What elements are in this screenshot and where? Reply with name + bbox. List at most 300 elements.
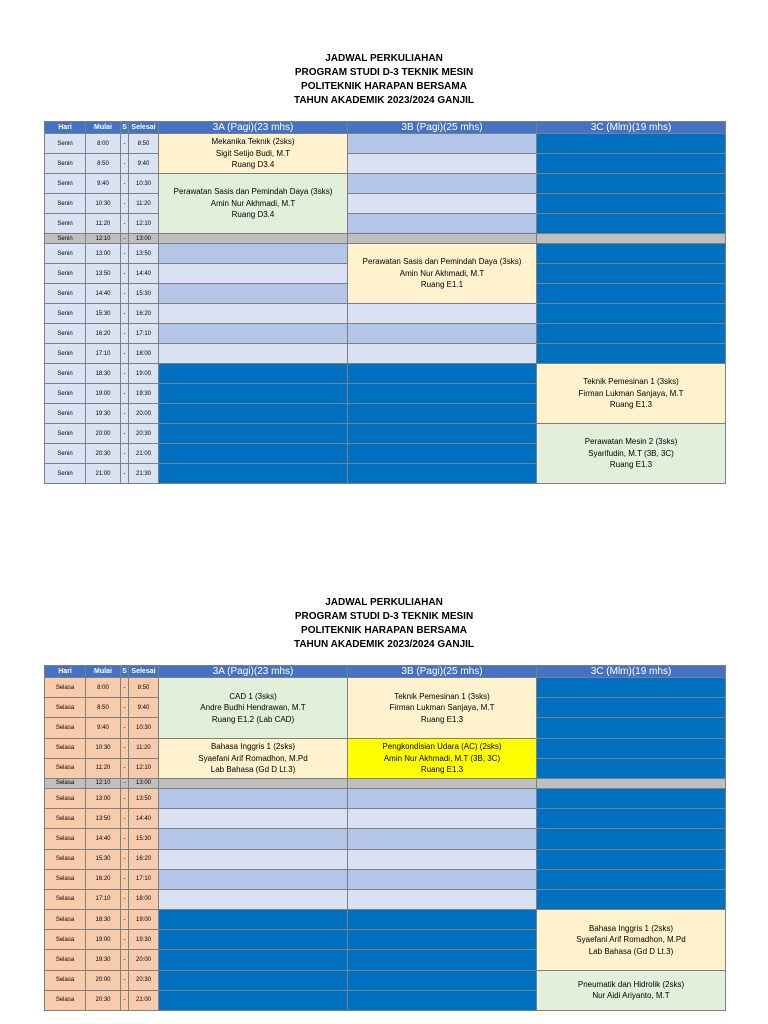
course-line: Firman Lukman Sanjaya, M.T xyxy=(578,388,684,398)
col-header-s: S xyxy=(121,666,129,678)
day-cell: Selasa xyxy=(45,809,86,829)
end-time: 20:30 xyxy=(129,970,159,990)
course-line: Syaefani Arif Romadhon, M.Pd xyxy=(198,753,308,763)
break-slot-3a xyxy=(159,778,348,788)
title-line: PROGRAM STUDI D-3 TEKNIK MESIN xyxy=(294,67,474,78)
empty-slot-3a xyxy=(159,869,348,889)
empty-slot-3a xyxy=(159,464,348,484)
title-line: TAHUN AKADEMIK 2023/2024 GANJIL xyxy=(293,639,475,650)
title-line: JADWAL PERKULIAHAN xyxy=(325,53,443,64)
time-row xyxy=(45,304,726,324)
end-time: 14:40 xyxy=(129,264,159,284)
empty-slot-3c xyxy=(537,889,726,909)
col-header-s: S xyxy=(121,122,129,134)
day-cell: Selasa xyxy=(45,718,86,738)
empty-slot-3a xyxy=(159,244,348,264)
end-time: 21:00 xyxy=(129,990,159,1010)
day-cell: Selasa xyxy=(45,758,86,778)
end-time: 15:30 xyxy=(129,829,159,849)
time-row xyxy=(45,849,726,869)
end-time: 20:30 xyxy=(129,424,159,444)
col-header-3a: 3A (Pagi)(23 mhs) xyxy=(159,122,348,134)
empty-slot-3a xyxy=(159,324,348,344)
day-cell: Selasa xyxy=(45,889,86,909)
end-time: 9:40 xyxy=(129,154,159,174)
empty-slot-3c xyxy=(537,194,726,214)
start-time: 11:20 xyxy=(86,214,121,234)
empty-slot-3a xyxy=(159,930,348,950)
empty-slot-3b xyxy=(348,950,537,970)
end-time: 14:40 xyxy=(129,809,159,829)
empty-slot-3b xyxy=(348,444,537,464)
separator: - xyxy=(121,304,129,324)
separator: - xyxy=(121,364,129,384)
time-row xyxy=(45,344,726,364)
end-time: 11:20 xyxy=(129,194,159,214)
empty-slot-3b xyxy=(348,154,537,174)
time-row xyxy=(45,738,726,758)
course-line: Syarifudin, M.T (3B, 3C) xyxy=(588,448,674,458)
title-line: POLITEKNIK HARAPAN BERSAMA xyxy=(301,625,467,636)
separator: - xyxy=(121,464,129,484)
empty-slot-3b xyxy=(348,990,537,1010)
course-line: Ruang E1.3 xyxy=(609,400,653,410)
header-row xyxy=(45,666,726,678)
course-line: Mekanika Teknik (2sks) xyxy=(211,137,295,147)
end-time: 11:20 xyxy=(129,738,159,758)
end-time: 17:10 xyxy=(129,324,159,344)
start-time: 18:30 xyxy=(86,910,121,930)
end-time: 9:40 xyxy=(129,698,159,718)
course-line: Nur Aidi Ariyanto, M.T xyxy=(592,991,670,1001)
empty-slot-3c xyxy=(537,698,726,718)
day-cell: Senin xyxy=(45,464,86,484)
day-cell: Senin xyxy=(45,404,86,424)
empty-slot-3a xyxy=(159,950,348,970)
time-row xyxy=(45,174,726,194)
course-line: Andre Budhi Hendrawan, M.T xyxy=(200,703,306,713)
time-row xyxy=(45,154,726,174)
start-time: 18:30 xyxy=(86,364,121,384)
col-header-3c: 3C (Mlm)(19 mhs) xyxy=(537,122,726,134)
separator: - xyxy=(121,194,129,214)
course-line: Amin Nur Akhmadi, M.T (3B, 3C) xyxy=(383,753,501,763)
empty-slot-3c xyxy=(537,849,726,869)
break-slot-3c xyxy=(537,234,726,244)
separator: - xyxy=(121,404,129,424)
empty-slot-3b xyxy=(348,134,537,154)
col-header-3b: 3B (Pagi)(25 mhs) xyxy=(348,122,537,134)
start-time: 9:40 xyxy=(86,718,121,738)
end-time: 19:30 xyxy=(129,930,159,950)
empty-slot-3a xyxy=(159,889,348,909)
separator: - xyxy=(121,444,129,464)
day-cell: Senin xyxy=(45,264,86,284)
start-time: 10:30 xyxy=(86,738,121,758)
empty-slot-3c xyxy=(537,134,726,154)
course-block-3b xyxy=(348,738,537,778)
end-time: 16:20 xyxy=(129,849,159,869)
time-row xyxy=(45,809,726,829)
break-slot-3c xyxy=(537,778,726,788)
empty-slot-3c xyxy=(537,344,726,364)
col-header-3b: 3B (Pagi)(25 mhs) xyxy=(348,666,537,678)
empty-slot-3b xyxy=(348,869,537,889)
start-time: 21:00 xyxy=(86,464,121,484)
time-row xyxy=(45,678,726,698)
empty-slot-3b xyxy=(348,304,537,324)
end-time: 18:00 xyxy=(129,889,159,909)
empty-slot-3b xyxy=(348,214,537,234)
day-cell: Selasa xyxy=(45,788,86,808)
day-cell: Senin xyxy=(45,384,86,404)
course-line: Ruang E1.1 xyxy=(420,280,464,290)
empty-slot-3b xyxy=(348,910,537,930)
separator: - xyxy=(121,284,129,304)
separator: - xyxy=(121,698,129,718)
empty-slot-3a xyxy=(159,304,348,324)
separator: - xyxy=(121,264,129,284)
empty-slot-3a xyxy=(159,364,348,384)
separator: - xyxy=(121,214,129,234)
end-time: 8:50 xyxy=(129,678,159,698)
course-block-3c xyxy=(537,970,726,1010)
end-time: 13:00 xyxy=(129,778,159,788)
separator: - xyxy=(121,134,129,154)
day-cell: Selasa xyxy=(45,990,86,1010)
day-cell: Senin xyxy=(45,134,86,154)
time-row xyxy=(45,788,726,808)
day-cell: Senin xyxy=(45,154,86,174)
day-cell: Selasa xyxy=(45,849,86,869)
start-time: 11:20 xyxy=(86,758,121,778)
separator: - xyxy=(121,869,129,889)
day-cell: Selasa xyxy=(45,930,86,950)
break-slot-3b xyxy=(348,778,537,788)
empty-slot-3c xyxy=(537,304,726,324)
empty-slot-3b xyxy=(348,324,537,344)
course-line: Bahasa Inggris 1 (2sks) xyxy=(210,742,296,751)
course-line: Pneumatik dan Hidrolik (2sks) xyxy=(577,979,685,989)
empty-slot-3b xyxy=(348,424,537,444)
start-time: 20:00 xyxy=(86,970,121,990)
course-line: Perawatan Mesin 2 (3sks) xyxy=(584,437,678,447)
empty-slot-3c xyxy=(537,244,726,264)
separator: - xyxy=(121,154,129,174)
start-time: 13:50 xyxy=(86,264,121,284)
time-row xyxy=(45,869,726,889)
empty-slot-3a xyxy=(159,264,348,284)
separator: - xyxy=(121,344,129,364)
start-time: 15:30 xyxy=(86,304,121,324)
day-cell: Senin xyxy=(45,364,86,384)
time-row xyxy=(45,424,726,444)
end-time: 13:50 xyxy=(129,788,159,808)
end-time: 19:00 xyxy=(129,910,159,930)
day-cell: Senin xyxy=(45,344,86,364)
course-line: Perawatan Sasis dan Pemindah Daya (3sks) xyxy=(362,257,522,267)
end-time: 16:20 xyxy=(129,304,159,324)
schedule-table-selasa xyxy=(44,665,726,1011)
end-time: 18:00 xyxy=(129,344,159,364)
end-time: 17:10 xyxy=(129,869,159,889)
start-time: 17:10 xyxy=(86,889,121,909)
title-line: TAHUN AKADEMIK 2023/2024 GANJIL xyxy=(293,95,475,106)
empty-slot-3b xyxy=(348,788,537,808)
empty-slot-3a xyxy=(159,910,348,930)
course-line: Syaefani Arif Romadhon, M.Pd xyxy=(576,935,686,945)
course-line: Teknik Pemesinan 1 (3sks) xyxy=(583,377,679,387)
course-block-3a xyxy=(159,174,348,234)
course-line: Ruang D3.4 xyxy=(231,210,275,220)
start-time: 20:00 xyxy=(86,424,121,444)
course-line: Perawatan Sasis dan Pemindah Daya (3sks) xyxy=(173,187,333,197)
col-header-mulai: Mulai xyxy=(86,122,121,134)
course-line: Ruang E1.2 (Lab CAD) xyxy=(211,714,295,724)
separator: - xyxy=(121,950,129,970)
day-cell: Selasa xyxy=(45,778,86,788)
start-time: 15:30 xyxy=(86,849,121,869)
col-header-hari: Hari xyxy=(45,122,86,134)
day-cell: Selasa xyxy=(45,970,86,990)
schedule-title-senin xyxy=(0,52,768,108)
empty-slot-3b xyxy=(348,464,537,484)
course-block-3a xyxy=(159,134,348,174)
separator: - xyxy=(121,174,129,194)
day-cell: Selasa xyxy=(45,950,86,970)
start-time: 16:20 xyxy=(86,324,121,344)
empty-slot-3b xyxy=(348,194,537,214)
day-cell: Selasa xyxy=(45,698,86,718)
empty-slot-3c xyxy=(537,174,726,194)
course-line: Ruang D3.4 xyxy=(231,160,275,170)
empty-slot-3c xyxy=(537,718,726,738)
empty-slot-3b xyxy=(348,174,537,194)
time-row xyxy=(45,829,726,849)
separator: - xyxy=(121,324,129,344)
day-cell: Senin xyxy=(45,234,86,244)
schedule-title-selasa xyxy=(0,596,768,652)
empty-slot-3b xyxy=(348,849,537,869)
empty-slot-3b xyxy=(348,384,537,404)
course-line: Lab Bahasa (Gd D Lt.3) xyxy=(588,946,674,956)
start-time: 14:40 xyxy=(86,829,121,849)
separator: - xyxy=(121,718,129,738)
course-block-3a xyxy=(159,678,348,739)
separator: - xyxy=(121,849,129,869)
empty-slot-3a xyxy=(159,404,348,424)
course-line: Firman Lukman Sanjaya, M.T xyxy=(389,703,495,713)
time-row xyxy=(45,910,726,930)
end-time: 19:30 xyxy=(129,384,159,404)
empty-slot-3a xyxy=(159,788,348,808)
start-time: 8:50 xyxy=(86,154,121,174)
empty-slot-3a xyxy=(159,829,348,849)
day-cell: Senin xyxy=(45,214,86,234)
empty-slot-3c xyxy=(537,214,726,234)
end-time: 21:00 xyxy=(129,444,159,464)
start-time: 17:10 xyxy=(86,344,121,364)
start-time: 16:20 xyxy=(86,869,121,889)
break-slot-3b xyxy=(348,234,537,244)
day-cell: Senin xyxy=(45,424,86,444)
col-header-selesai: Selesai xyxy=(129,122,159,134)
course-line: Ruang E1.3 xyxy=(609,460,653,470)
empty-slot-3b xyxy=(348,344,537,364)
day-cell: Senin xyxy=(45,244,86,264)
col-header-hari: Hari xyxy=(45,666,86,678)
start-time: 8:00 xyxy=(86,134,121,154)
separator: - xyxy=(121,930,129,950)
time-row xyxy=(45,324,726,344)
break-row xyxy=(45,778,726,788)
start-time: 12:10 xyxy=(86,778,121,788)
time-row xyxy=(45,214,726,234)
course-block-3b xyxy=(348,678,537,739)
empty-slot-3a xyxy=(159,424,348,444)
separator: - xyxy=(121,244,129,264)
time-row xyxy=(45,889,726,909)
end-time: 8:50 xyxy=(129,134,159,154)
empty-slot-3a xyxy=(159,809,348,829)
title-line: JADWAL PERKULIAHAN xyxy=(325,597,443,608)
course-line: Lab Bahasa (Gd D Lt.3) xyxy=(210,765,296,774)
day-cell: Senin xyxy=(45,174,86,194)
end-time: 15:30 xyxy=(129,284,159,304)
course-line: Ruang E1.3 xyxy=(420,765,464,774)
empty-slot-3c xyxy=(537,738,726,758)
start-time: 19:00 xyxy=(86,384,121,404)
day-cell: Selasa xyxy=(45,678,86,698)
course-block-3c xyxy=(537,364,726,424)
empty-slot-3a xyxy=(159,970,348,990)
start-time: 19:30 xyxy=(86,950,121,970)
separator: - xyxy=(121,809,129,829)
day-cell: Selasa xyxy=(45,910,86,930)
day-cell: Senin xyxy=(45,304,86,324)
separator: - xyxy=(121,758,129,778)
separator: - xyxy=(121,738,129,758)
empty-slot-3c xyxy=(537,154,726,174)
empty-slot-3b xyxy=(348,404,537,424)
separator: - xyxy=(121,424,129,444)
end-time: 12:10 xyxy=(129,214,159,234)
start-time: 19:30 xyxy=(86,404,121,424)
empty-slot-3c xyxy=(537,869,726,889)
course-line: Bahasa Inggris 1 (2sks) xyxy=(588,923,674,933)
end-time: 10:30 xyxy=(129,174,159,194)
empty-slot-3b xyxy=(348,829,537,849)
separator: - xyxy=(121,970,129,990)
empty-slot-3b xyxy=(348,889,537,909)
separator: - xyxy=(121,788,129,808)
day-cell: Senin xyxy=(45,324,86,344)
start-time: 13:00 xyxy=(86,244,121,264)
start-time: 13:00 xyxy=(86,788,121,808)
empty-slot-3c xyxy=(537,758,726,778)
end-time: 12:10 xyxy=(129,758,159,778)
separator: - xyxy=(121,384,129,404)
header-row xyxy=(45,122,726,134)
break-slot-3a xyxy=(159,234,348,244)
empty-slot-3b xyxy=(348,364,537,384)
empty-slot-3b xyxy=(348,930,537,950)
separator: - xyxy=(121,990,129,1010)
course-line: Amin Nur Akhmadi, M.T xyxy=(210,198,296,208)
separator: - xyxy=(121,910,129,930)
empty-slot-3a xyxy=(159,344,348,364)
col-header-mulai: Mulai xyxy=(86,666,121,678)
course-block-3a xyxy=(159,738,348,778)
empty-slot-3c xyxy=(537,788,726,808)
day-cell: Senin xyxy=(45,284,86,304)
separator: - xyxy=(121,829,129,849)
empty-slot-3c xyxy=(537,284,726,304)
time-row xyxy=(45,970,726,990)
start-time: 14:40 xyxy=(86,284,121,304)
empty-slot-3c xyxy=(537,264,726,284)
empty-slot-3b xyxy=(348,809,537,829)
end-time: 13:50 xyxy=(129,244,159,264)
separator: - xyxy=(121,678,129,698)
time-row xyxy=(45,194,726,214)
day-cell: Selasa xyxy=(45,869,86,889)
course-line: Teknik Pemesinan 1 (3sks) xyxy=(394,691,490,701)
empty-slot-3a xyxy=(159,284,348,304)
end-time: 10:30 xyxy=(129,718,159,738)
time-row xyxy=(45,244,726,264)
separator: - xyxy=(121,778,129,788)
course-line: Sigit Setijo Budi, M.T xyxy=(215,148,291,158)
end-time: 20:00 xyxy=(129,404,159,424)
course-line: CAD 1 (3sks) xyxy=(229,691,277,701)
end-time: 20:00 xyxy=(129,950,159,970)
empty-slot-3b xyxy=(348,970,537,990)
empty-slot-3a xyxy=(159,849,348,869)
course-line: Ruang E1.3 xyxy=(420,714,464,724)
start-time: 8:00 xyxy=(86,678,121,698)
col-header-3c: 3C (Mlm)(19 mhs) xyxy=(537,666,726,678)
empty-slot-3a xyxy=(159,444,348,464)
course-block-3c xyxy=(537,910,726,971)
col-header-selesai: Selesai xyxy=(129,666,159,678)
start-time: 20:30 xyxy=(86,990,121,1010)
empty-slot-3c xyxy=(537,678,726,698)
start-time: 8:50 xyxy=(86,698,121,718)
title-line: POLITEKNIK HARAPAN BERSAMA xyxy=(301,81,467,92)
empty-slot-3c xyxy=(537,324,726,344)
course-line: Amin Nur Akhmadi, M.T xyxy=(399,268,485,278)
course-block-3c xyxy=(537,424,726,484)
start-time: 20:30 xyxy=(86,444,121,464)
title-line: PROGRAM STUDI D-3 TEKNIK MESIN xyxy=(294,611,474,622)
start-time: 13:50 xyxy=(86,809,121,829)
start-time: 12:10 xyxy=(86,234,121,244)
day-cell: Senin xyxy=(45,444,86,464)
schedule-table-senin xyxy=(44,121,726,484)
end-time: 21:30 xyxy=(129,464,159,484)
time-row xyxy=(45,364,726,384)
empty-slot-3a xyxy=(159,990,348,1010)
empty-slot-3c xyxy=(537,809,726,829)
end-time: 19:00 xyxy=(129,364,159,384)
course-line: Pengkondisian Udara (AC) (2sks) xyxy=(382,742,502,751)
break-row xyxy=(45,234,726,244)
start-time: 19:00 xyxy=(86,930,121,950)
day-cell: Selasa xyxy=(45,829,86,849)
start-time: 9:40 xyxy=(86,174,121,194)
start-time: 10:30 xyxy=(86,194,121,214)
